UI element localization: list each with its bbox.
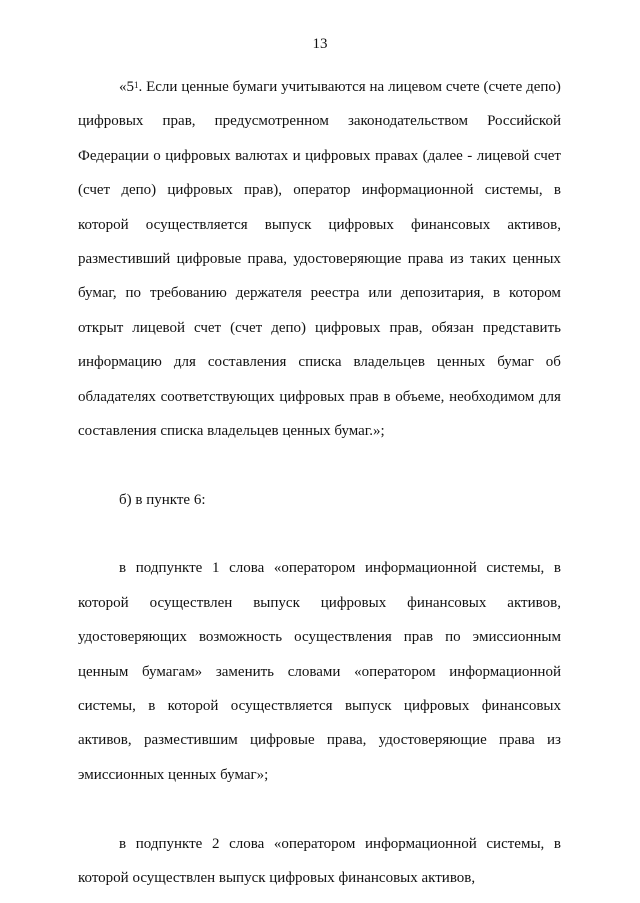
word: активов, — [507, 216, 561, 233]
word: представить — [482, 319, 561, 336]
word: о — [153, 147, 161, 164]
word: «$5^1$. — [119, 79, 143, 95]
word: депо) — [271, 319, 307, 336]
text-line — [78, 276, 561, 310]
word: права, — [247, 250, 288, 267]
text-line — [78, 827, 561, 861]
text-line — [78, 345, 561, 379]
word: выпуск — [253, 594, 300, 611]
word: информационной — [365, 835, 477, 852]
word: подпункте — [135, 835, 203, 852]
word: системы, — [78, 698, 136, 715]
word: системы, — [486, 560, 545, 577]
word: котором — [509, 285, 561, 302]
word: требованию — [149, 285, 227, 302]
word: валютах — [235, 147, 289, 164]
text-line — [78, 242, 561, 276]
word: возможность — [198, 629, 283, 646]
word: для — [173, 354, 196, 371]
word: лицевом — [388, 79, 442, 95]
word: владельцев — [353, 354, 425, 371]
text-line — [78, 104, 561, 138]
text-line: б) в пункте 6: — [119, 491, 206, 508]
word: финансовых — [407, 594, 487, 611]
word: цифровых — [315, 319, 381, 336]
word: в — [493, 285, 501, 302]
word: бумагам» — [141, 663, 203, 680]
word: реестра — [310, 285, 360, 302]
word: ценных — [512, 250, 561, 267]
word: ценным — [78, 663, 129, 680]
word: выпуск — [344, 698, 392, 715]
word: Если — [146, 79, 178, 95]
word: соответствующих — [160, 388, 275, 405]
word: бумаг — [497, 354, 534, 371]
word: цифровых — [305, 147, 371, 164]
word: удостоверяющие — [378, 732, 487, 749]
word: прав), — [244, 182, 283, 199]
word: (счет — [78, 182, 111, 199]
word: - — [467, 147, 473, 164]
word: депозитария, — [400, 285, 485, 302]
word: и — [292, 147, 301, 164]
text-line — [78, 655, 561, 689]
text-line — [78, 311, 561, 345]
word: из — [449, 250, 464, 267]
word: эмиссионным — [472, 629, 561, 646]
word: таких — [470, 250, 507, 267]
text-line — [78, 139, 561, 173]
word: слова — [229, 560, 265, 577]
word: заменить — [215, 663, 275, 680]
word: обладателях — [78, 388, 156, 405]
word: счет — [533, 147, 561, 164]
word: в — [553, 835, 561, 852]
text-line: эмиссионных ценных бумаг»; — [78, 766, 269, 783]
word: прав, — [389, 319, 423, 336]
word: финансовых — [481, 698, 561, 715]
word: активов, — [78, 732, 132, 749]
text-line — [78, 586, 561, 620]
word: системы, — [486, 835, 545, 852]
text-line — [78, 380, 561, 414]
word: системы, — [484, 182, 543, 199]
word: «оператором — [273, 835, 356, 852]
word: цифровых — [165, 147, 231, 164]
word: (далее — [422, 147, 463, 164]
word: в — [553, 182, 561, 199]
word: или — [368, 285, 392, 302]
word: активов, — [507, 594, 561, 611]
page-number: 13 — [312, 36, 328, 52]
paragraph-p1 — [78, 70, 561, 448]
word: учитываются — [281, 79, 366, 95]
text-line: которой осуществлен выпуск цифровых финансовых активов, — [78, 869, 476, 886]
paragraph-p3 — [78, 551, 561, 792]
word: «оператором — [273, 560, 356, 577]
word: которой — [78, 594, 129, 611]
word: информационной — [365, 560, 477, 577]
word: для — [538, 388, 561, 405]
word: права — [499, 732, 535, 749]
word: списка — [298, 354, 342, 371]
word: прав — [403, 629, 434, 646]
word: финансовых — [410, 216, 491, 233]
word: прав — [349, 388, 379, 405]
word: осуществления — [294, 629, 392, 646]
word: бумаги — [232, 79, 278, 95]
word: словами — [287, 663, 341, 680]
word: открыт — [78, 319, 124, 336]
word: 2 — [211, 835, 220, 852]
word: осуществляется — [145, 216, 248, 233]
word: Федерации — [78, 147, 149, 164]
word: осуществляется — [230, 698, 333, 715]
word: предусмотренном — [214, 113, 329, 130]
word: депо) — [526, 79, 561, 95]
paragraph-p4 — [78, 827, 561, 896]
word: счете — [445, 79, 480, 95]
word: 1 — [211, 560, 220, 577]
word: цифровые — [176, 250, 242, 267]
word: ценных — [436, 354, 486, 371]
word: оператор — [293, 182, 351, 199]
word: необходимом — [449, 388, 535, 405]
paragraph-gap — [78, 448, 561, 482]
word: выпуск — [264, 216, 312, 233]
word: информационной — [449, 663, 561, 680]
word: которой — [78, 216, 129, 233]
word: по — [125, 285, 142, 302]
word: (счете — [483, 79, 523, 95]
word: права, — [326, 732, 367, 749]
word: в — [383, 388, 391, 405]
word: слова — [229, 835, 265, 852]
word: разместившим — [143, 732, 238, 749]
word: Российской — [487, 113, 561, 130]
word: цифровых — [320, 594, 387, 611]
word: цифровых — [167, 182, 233, 199]
text-line — [78, 689, 561, 723]
word: информацию — [78, 354, 162, 371]
word: лицевой — [476, 147, 530, 164]
word: бумаг, — [78, 285, 117, 302]
word: по — [445, 629, 461, 646]
word: прав, — [162, 113, 196, 130]
paragraph-gap — [78, 792, 561, 826]
word: ценные — [181, 79, 229, 95]
word: цифровых — [403, 698, 470, 715]
word: обязан — [431, 319, 474, 336]
word: на — [369, 79, 385, 95]
word: законодательством — [347, 113, 468, 130]
word: правах — [374, 147, 419, 164]
word: разместивший — [78, 250, 171, 267]
text-line — [78, 173, 561, 207]
paragraph-p2 — [78, 483, 561, 517]
word: в — [553, 560, 561, 577]
word: об — [545, 354, 561, 371]
word: из — [547, 732, 561, 749]
paragraph-gap — [78, 517, 561, 551]
word: лицевой — [132, 319, 185, 336]
word: «оператором — [354, 663, 436, 680]
word: удостоверяющие — [293, 250, 402, 267]
word: (счет — [230, 319, 263, 336]
word: цифровые — [250, 732, 315, 749]
word: составления — [207, 354, 287, 371]
word: удостоверяющих — [78, 629, 187, 646]
word: объеме, — [395, 388, 445, 405]
word: цифровых — [328, 216, 394, 233]
word: цифровых — [78, 113, 144, 130]
text-line — [78, 208, 561, 242]
word: в — [119, 835, 127, 852]
text-line — [78, 70, 561, 104]
word: подпункте — [135, 560, 203, 577]
word: в — [119, 560, 127, 577]
word: которой — [167, 698, 219, 715]
word: права — [407, 250, 444, 267]
word: депо) — [121, 182, 157, 199]
text-line — [78, 723, 561, 757]
text-line — [78, 620, 561, 654]
word: держателя — [235, 285, 302, 302]
word: счет — [194, 319, 222, 336]
word: в — [148, 698, 156, 715]
word: информационной — [361, 182, 474, 199]
word: осуществлен — [149, 594, 233, 611]
text-line: составления списка владельцев ценных бумаг.»; — [78, 422, 385, 439]
word: цифровых — [279, 388, 345, 405]
document-body — [78, 70, 561, 895]
text-line — [78, 551, 561, 585]
